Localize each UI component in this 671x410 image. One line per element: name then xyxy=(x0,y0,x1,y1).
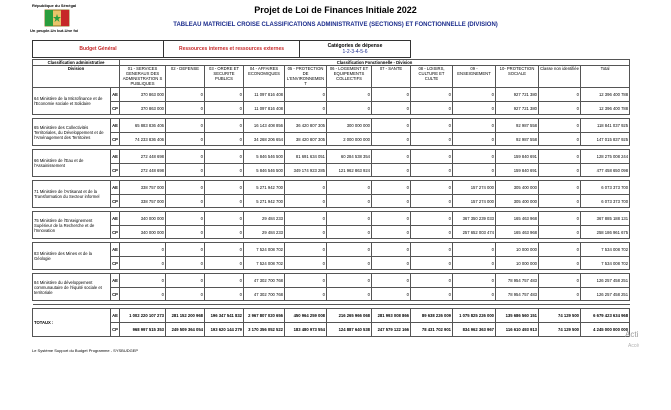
total-cell: 78 431 702 901 xyxy=(411,323,453,337)
value-cell: 0 xyxy=(120,274,166,288)
total-cell: 247 579 122 166 xyxy=(372,323,411,337)
table-row xyxy=(33,102,630,115)
value-cell: 29 484 233 xyxy=(244,212,285,226)
value-cell: 121 962 863 924 xyxy=(327,164,372,177)
value-cell: 0 xyxy=(327,288,372,301)
table-row xyxy=(33,243,630,257)
total-cell: 135 686 560 151 xyxy=(496,309,539,323)
value-cell: 0 xyxy=(372,181,411,195)
totals-label: TOTAUX : xyxy=(33,309,111,337)
value-cell: 118 841 037 925 xyxy=(581,119,630,133)
value-cell: 0 xyxy=(205,150,244,164)
value-cell: 0 xyxy=(166,226,205,239)
table-row xyxy=(33,133,630,146)
value-cell: 927 721 380 xyxy=(496,102,539,115)
value-cell: 305 400 000 xyxy=(496,195,539,208)
value-cell: 6 073 373 700 xyxy=(581,181,630,195)
value-cell: 0 xyxy=(205,133,244,146)
value-cell: 159 840 691 xyxy=(496,164,539,177)
value-cell: 0 xyxy=(205,102,244,115)
total-cell: 834 962 363 967 xyxy=(453,323,496,337)
credit-code: AE xyxy=(111,212,120,226)
value-cell: 29 484 233 xyxy=(244,226,285,239)
value-cell: 0 xyxy=(285,257,327,270)
value-cell: 78 954 757 483 xyxy=(496,288,539,301)
categories-box xyxy=(300,41,411,58)
table-row xyxy=(33,288,630,301)
credit-code: CP xyxy=(111,164,120,177)
totals-row xyxy=(33,323,630,337)
column-header: 09 - ENSEIGNEMENT xyxy=(453,66,496,88)
activate-watermark-sub: Accè xyxy=(628,343,640,349)
value-cell: 0 xyxy=(372,226,411,239)
value-cell: 0 xyxy=(166,133,205,146)
value-cell: 81 691 634 051 xyxy=(285,150,327,164)
value-cell: 0 xyxy=(205,288,244,301)
categories-value: 1-2-3-4-5-6 xyxy=(342,49,368,55)
value-cell: 0 xyxy=(285,102,327,115)
value-cell: 0 xyxy=(453,133,496,146)
value-cell: 34 268 206 654 xyxy=(244,133,285,146)
value-cell: 367 885 188 131 xyxy=(581,212,630,226)
value-cell: 126 257 458 251 xyxy=(581,288,630,301)
value-cell: 0 xyxy=(372,195,411,208)
value-cell: 0 xyxy=(453,119,496,133)
value-cell: 0 xyxy=(205,181,244,195)
value-cell: 0 xyxy=(327,274,372,288)
value-cell: 0 xyxy=(285,226,327,239)
value-cell: 0 xyxy=(372,243,411,257)
value-cell: 0 xyxy=(453,288,496,301)
value-cell: 0 xyxy=(327,257,372,270)
total-cell: 216 265 966 068 xyxy=(327,309,372,323)
value-cell: 0 xyxy=(411,212,453,226)
column-header: 03 - ORDRE ET SECURITE PUBLICS xyxy=(205,66,244,88)
value-cell: 0 xyxy=(453,164,496,177)
value-cell: 60 284 538 354 xyxy=(327,150,372,164)
value-cell: 0 xyxy=(166,212,205,226)
column-header: 02 - DEFENSE xyxy=(166,66,205,88)
value-cell: 78 954 757 483 xyxy=(496,274,539,288)
value-cell: 0 xyxy=(539,181,581,195)
value-cell: 0 xyxy=(411,274,453,288)
value-cell: 0 xyxy=(539,274,581,288)
table-row xyxy=(33,119,630,133)
column-header: 08 - LOISIRS, CULTURE ET CULTE xyxy=(411,66,453,88)
value-cell: 0 xyxy=(327,243,372,257)
value-cell: 12 396 400 788 xyxy=(581,88,630,102)
value-cell: 257 652 003 474 xyxy=(453,226,496,239)
value-cell: 0 xyxy=(453,243,496,257)
credit-code: AE xyxy=(111,274,120,288)
value-cell: 0 xyxy=(327,102,372,115)
budget-header xyxy=(32,40,411,58)
value-cell: 65 883 836 406 xyxy=(120,119,166,133)
credit-code: AE xyxy=(111,181,120,195)
total-cell: 281 152 200 968 xyxy=(166,309,205,323)
value-cell: 0 xyxy=(539,195,581,208)
total-cell: 450 964 259 008 xyxy=(285,309,327,323)
value-cell: 0 xyxy=(166,150,205,164)
credit-code: CP xyxy=(111,288,120,301)
value-cell: 0 xyxy=(411,181,453,195)
value-cell: 0 xyxy=(120,257,166,270)
credit-code: CP xyxy=(111,195,120,208)
value-cell: 5 846 546 500 xyxy=(244,164,285,177)
value-cell: 10 000 000 xyxy=(496,243,539,257)
value-cell: 0 xyxy=(166,119,205,133)
ministry-label: 75 Ministère de l'Enseignement Supérieur de la Recherche et de l'Innovation xyxy=(33,212,111,239)
value-cell: 0 xyxy=(411,133,453,146)
value-cell: 0 xyxy=(285,243,327,257)
value-cell: 272 448 698 xyxy=(120,150,166,164)
value-cell: 7 524 008 702 xyxy=(244,243,285,257)
table-row xyxy=(33,195,630,208)
table-row xyxy=(33,212,630,226)
value-cell: 0 xyxy=(539,243,581,257)
value-cell: 38 420 807 305 xyxy=(285,133,327,146)
value-cell: 370 863 000 xyxy=(120,102,166,115)
value-cell: 0 xyxy=(285,181,327,195)
value-cell: 0 xyxy=(205,88,244,102)
value-cell: 7 524 008 702 xyxy=(244,257,285,270)
footer-note: Le Système Support du Budget Programme - SYSBUDGEP xyxy=(32,348,139,353)
value-cell: 5 271 942 700 xyxy=(244,195,285,208)
value-cell: 0 xyxy=(166,181,205,195)
value-cell: 10 000 000 xyxy=(496,257,539,270)
ministry-label: 84 Ministère du développement communautaire de l'équité sociale et territoriale xyxy=(33,274,111,301)
value-cell: 0 xyxy=(539,164,581,177)
admin-class-header: Classification administrative xyxy=(33,60,120,66)
value-cell: 477 458 650 098 xyxy=(581,164,630,177)
value-cell: 12 396 400 788 xyxy=(581,102,630,115)
ministry-label: 65 Ministère des Collectivités Territoriales, du Développement et de l'Aménagement des Territoires xyxy=(33,119,111,146)
value-cell: 0 xyxy=(285,288,327,301)
value-cell: 0 xyxy=(205,274,244,288)
value-cell: 0 xyxy=(327,226,372,239)
table-row xyxy=(33,88,630,102)
value-cell: 6 073 373 700 xyxy=(581,195,630,208)
credit-code: AE xyxy=(111,88,120,102)
value-cell: 0 xyxy=(327,195,372,208)
value-cell: 92 987 558 xyxy=(496,133,539,146)
total-cell: 1 075 825 226 000 xyxy=(453,309,496,323)
total-cell: 74 129 500 xyxy=(539,323,581,337)
resources-label: Ressources internes et ressources externes xyxy=(164,41,300,58)
value-cell: 0 xyxy=(205,243,244,257)
value-cell: 0 xyxy=(539,212,581,226)
value-cell: 0 xyxy=(205,164,244,177)
func-class-header: Classification Fonctionnelle - Division xyxy=(120,60,630,66)
value-cell: 0 xyxy=(166,195,205,208)
total-cell: 89 638 226 009 xyxy=(411,309,453,323)
ministry-label: 83 Ministère des Mines et de la Géologie xyxy=(33,243,111,270)
value-cell: 0 xyxy=(539,150,581,164)
value-cell: 157 274 000 xyxy=(453,181,496,195)
value-cell: 0 xyxy=(539,226,581,239)
value-cell: 0 xyxy=(166,164,205,177)
value-cell: 0 xyxy=(539,102,581,115)
credit-code: CP xyxy=(111,226,120,239)
value-cell: 0 xyxy=(539,88,581,102)
value-cell: 0 xyxy=(411,119,453,133)
value-cell: 0 xyxy=(285,212,327,226)
value-cell: 0 xyxy=(372,102,411,115)
value-cell: 349 174 923 285 xyxy=(285,164,327,177)
credit-code: CP xyxy=(111,133,120,146)
republic-label: République du Sénégal xyxy=(32,3,77,8)
value-cell: 0 xyxy=(166,243,205,257)
value-cell: 0 xyxy=(372,150,411,164)
value-cell: 340 000 000 xyxy=(120,212,166,226)
value-cell: 0 xyxy=(166,274,205,288)
column-header: 07 - SANTE xyxy=(372,66,411,88)
table-row xyxy=(33,164,630,177)
value-cell: 147 015 837 925 xyxy=(581,133,630,146)
matrix-table xyxy=(32,59,630,337)
value-cell: 370 863 000 xyxy=(120,88,166,102)
credit-code: CP xyxy=(111,102,120,115)
value-cell: 258 186 961 675 xyxy=(581,226,630,239)
column-header: Classe non identifiée xyxy=(539,66,581,88)
value-cell: 0 xyxy=(372,133,411,146)
column-header: 04 - AFFAIRES ECONOMIQUES xyxy=(244,66,285,88)
motto-label: Un peuple-Un but-Une foi xyxy=(30,28,79,33)
value-cell: 0 xyxy=(539,133,581,146)
value-cell: 126 257 458 251 xyxy=(581,274,630,288)
value-cell: 11 097 816 408 xyxy=(244,88,285,102)
value-cell: 0 xyxy=(453,88,496,102)
value-cell: 0 xyxy=(411,195,453,208)
credit-code: CP xyxy=(111,323,120,337)
value-cell: 16 143 408 856 xyxy=(244,119,285,133)
credit-code: CP xyxy=(111,257,120,270)
value-cell: 74 233 836 406 xyxy=(120,133,166,146)
value-cell: 47 302 700 768 xyxy=(244,274,285,288)
table-row xyxy=(33,181,630,195)
value-cell: 0 xyxy=(285,274,327,288)
value-cell: 5 846 546 500 xyxy=(244,150,285,164)
budget-general-label: Budget Général xyxy=(33,41,164,58)
division-header: Division xyxy=(33,66,120,88)
total-cell: 1 002 220 107 273 xyxy=(120,309,166,323)
total-cell: 196 347 541 832 xyxy=(205,309,244,323)
column-header: 06 - LOGEMENT ET EQUIPEMENTS COLLECTIFS xyxy=(327,66,372,88)
value-cell: 338 757 000 xyxy=(120,181,166,195)
value-cell: 7 534 008 702 xyxy=(581,257,630,270)
value-cell: 0 xyxy=(205,257,244,270)
column-header: 05 - PROTECTION DE L'ENVIRONNEMEN T xyxy=(285,66,327,88)
document-subtitle: TABLEAU MATRICIEL CROISE CLASSIFICATIONS ADMINISTRATIVE (SECTIONS) ET FONCTIONNELLE (DIVISION) xyxy=(173,22,498,28)
column-header: 10- PROTECTION SOCIALE xyxy=(496,66,539,88)
ministry-label: 64 Ministère de la Microfinance et de l'Economie sociale et Solidaire xyxy=(33,88,111,115)
total-cell: 74 129 500 xyxy=(539,309,581,323)
value-cell: 0 xyxy=(166,102,205,115)
value-cell: 0 xyxy=(285,195,327,208)
total-cell: 6 679 423 634 968 xyxy=(581,309,630,323)
total-cell: 124 887 640 538 xyxy=(327,323,372,337)
value-cell: 0 xyxy=(205,195,244,208)
table-row xyxy=(33,226,630,239)
activate-watermark: Acti xyxy=(625,330,639,339)
table-row xyxy=(33,274,630,288)
value-cell: 0 xyxy=(453,150,496,164)
value-cell: 165 463 968 xyxy=(496,226,539,239)
total-cell: 116 610 493 913 xyxy=(496,323,539,337)
value-cell: 0 xyxy=(205,226,244,239)
value-cell: 36 420 807 305 xyxy=(285,119,327,133)
value-cell: 0 xyxy=(327,212,372,226)
total-cell: 3 170 356 052 522 xyxy=(244,323,285,337)
value-cell: 0 xyxy=(285,88,327,102)
value-cell: 92 987 558 xyxy=(496,119,539,133)
totals-row xyxy=(33,309,630,323)
value-cell: 0 xyxy=(453,274,496,288)
value-cell: 128 275 008 244 xyxy=(581,150,630,164)
value-cell: 0 xyxy=(372,274,411,288)
value-cell: 159 840 691 xyxy=(496,150,539,164)
value-cell: 7 534 008 702 xyxy=(581,243,630,257)
categories-title: Catégories de dépense xyxy=(327,43,383,49)
value-cell: 0 xyxy=(205,119,244,133)
value-cell: 0 xyxy=(327,88,372,102)
table-row xyxy=(33,257,630,270)
value-cell: 0 xyxy=(120,288,166,301)
total-cell: 4 245 000 000 000 xyxy=(581,323,630,337)
credit-code: AE xyxy=(111,243,120,257)
value-cell: 0 xyxy=(411,288,453,301)
document-title: Projet de Loi de Finances Initiale 2022 xyxy=(254,5,417,15)
value-cell: 157 274 000 xyxy=(453,195,496,208)
value-cell: 338 757 000 xyxy=(120,195,166,208)
total-cell: 281 993 008 866 xyxy=(372,309,411,323)
value-cell: 0 xyxy=(372,88,411,102)
value-cell: 0 xyxy=(205,212,244,226)
value-cell: 367 350 239 033 xyxy=(453,212,496,226)
value-cell: 0 xyxy=(411,88,453,102)
table-row xyxy=(33,150,630,164)
value-cell: 47 302 700 768 xyxy=(244,288,285,301)
value-cell: 0 xyxy=(411,226,453,239)
value-cell: 0 xyxy=(372,288,411,301)
value-cell: 0 xyxy=(411,150,453,164)
value-cell: 300 000 000 xyxy=(327,119,372,133)
value-cell: 0 xyxy=(411,164,453,177)
value-cell: 0 xyxy=(166,288,205,301)
value-cell: 0 xyxy=(372,212,411,226)
value-cell: 272 448 698 xyxy=(120,164,166,177)
value-cell: 0 xyxy=(372,164,411,177)
ministry-label: 71 Ministère de l'Artisanat et de la Transformation du Secteur informel xyxy=(33,181,111,208)
total-cell: 183 480 973 554 xyxy=(285,323,327,337)
value-cell: 0 xyxy=(166,257,205,270)
total-cell: 193 620 144 279 xyxy=(205,323,244,337)
value-cell: 0 xyxy=(411,257,453,270)
column-header: 01 - SERVICES GENERAUX DES ADMINISTRATION S PUBLIQUES xyxy=(120,66,166,88)
credit-code: AE xyxy=(111,119,120,133)
value-cell: 0 xyxy=(453,257,496,270)
total-cell: 2 967 807 020 656 xyxy=(244,309,285,323)
value-cell: 0 xyxy=(411,102,453,115)
value-cell: 0 xyxy=(120,243,166,257)
value-cell: 305 400 000 xyxy=(496,181,539,195)
total-cell: 968 997 515 353 xyxy=(120,323,166,337)
value-cell: 0 xyxy=(453,102,496,115)
value-cell: 2 000 000 000 xyxy=(327,133,372,146)
value-cell: 0 xyxy=(372,119,411,133)
value-cell: 11 097 816 408 xyxy=(244,102,285,115)
value-cell: 0 xyxy=(539,288,581,301)
value-cell: 0 xyxy=(539,257,581,270)
total-cell: 249 509 364 054 xyxy=(166,323,205,337)
value-cell: 165 463 968 xyxy=(496,212,539,226)
value-cell: 0 xyxy=(327,181,372,195)
value-cell: 0 xyxy=(539,119,581,133)
ministry-label: 66 Ministère de l'Eau et de l'Assainissement xyxy=(33,150,111,177)
value-cell: 0 xyxy=(372,257,411,270)
value-cell: 5 271 942 700 xyxy=(244,181,285,195)
column-header: Total xyxy=(581,66,630,88)
value-cell: 340 000 000 xyxy=(120,226,166,239)
value-cell: 927 721 380 xyxy=(496,88,539,102)
credit-code: AE xyxy=(111,150,120,164)
credit-code: AE xyxy=(111,309,120,323)
value-cell: 0 xyxy=(166,88,205,102)
value-cell: 0 xyxy=(411,243,453,257)
